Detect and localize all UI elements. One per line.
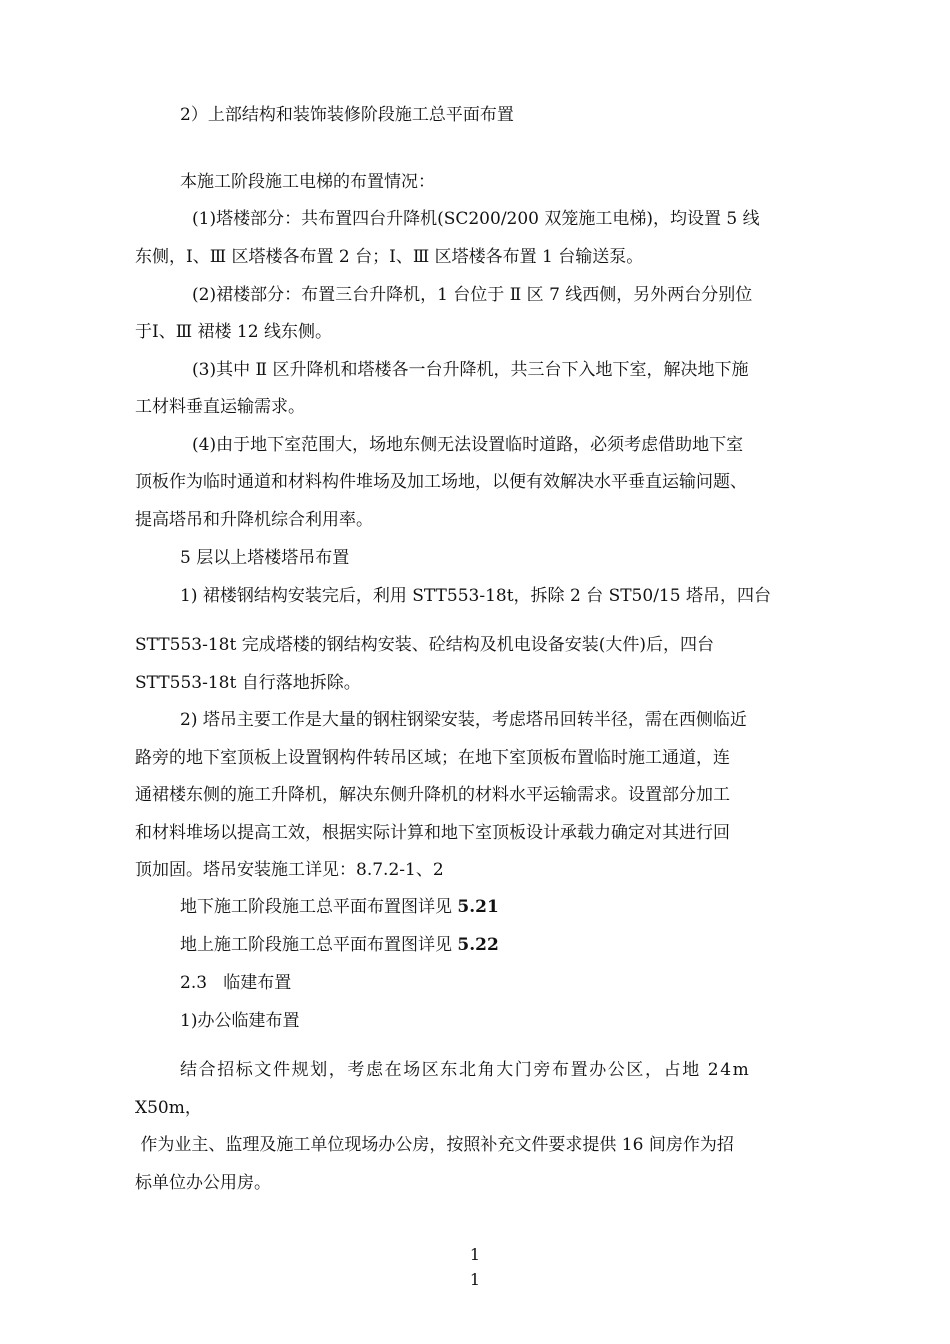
paragraph-line: 顶板作为临时通道和材料构件堆场及加工场地，以便有效解决水平垂直运输问题、 bbox=[135, 472, 747, 492]
heading-upper-structure: 2）上部结构和装饰装修阶段施工总平面布置 bbox=[180, 105, 514, 125]
paragraph-line: 东侧，Ⅰ、Ⅲ 区塔楼各布置 2 台；Ⅰ、Ⅲ 区塔楼各布置 1 台输送泵。 bbox=[135, 247, 644, 267]
paragraph-line: (3)其中 Ⅱ 区升降机和塔楼各一台升降机，共三台下入地下室，解决地下施 bbox=[192, 360, 749, 380]
paragraph-line: (2)裙楼部分：布置三台升降机，1 台位于 Ⅱ 区 7 线西侧，另外两台分别位 bbox=[192, 285, 753, 305]
paragraph-line: X50m， bbox=[135, 1098, 202, 1118]
paragraph-line: 路旁的地下室顶板上设置钢构件转吊区域；在地下室顶板布置临时施工通道，连 bbox=[135, 748, 730, 768]
heading-temporary-buildings: 2.3 临建布置 bbox=[180, 973, 292, 993]
reference-figure-number: 5.22 bbox=[457, 935, 499, 955]
page-number: 1 bbox=[469, 1245, 481, 1264]
paragraph-line: 工材料垂直运输需求。 bbox=[135, 397, 305, 417]
paragraph-line: STT553-18t 完成塔楼的钢结构安装、砼结构及机电设备安装(大件)后，四台 bbox=[135, 635, 714, 655]
heading-office-buildings: 1)办公临建布置 bbox=[180, 1011, 300, 1031]
paragraph-line: 和材料堆场以提高工效，根据实际计算和地下室顶板设计承载力确定对其进行回 bbox=[135, 823, 730, 843]
paragraph-line: 1) 裙楼钢结构安装完后，利用 STT553-18t，拆除 2 台 ST50/15 塔吊，四台 bbox=[180, 586, 771, 606]
reference-underground-plan bbox=[180, 894, 820, 920]
reference-aboveground-plan bbox=[180, 932, 820, 958]
reference-text: 地上施工阶段施工总平面布置图详见 bbox=[180, 935, 458, 955]
paragraph-line: (4)由于地下室范围大，场地东侧无法设置临时道路，必须考虑借助地下室 bbox=[192, 435, 744, 455]
paragraph-line: 于Ⅰ、Ⅲ 裙楼 12 线东侧。 bbox=[135, 322, 332, 342]
paragraph-line: 结合招标文件规划，考虑在场区东北角大门旁布置办公区，占地 24m bbox=[180, 1060, 751, 1080]
paragraph-line: 作为业主、监理及施工单位现场办公房，按照补充文件要求提供 16 间房作为招 bbox=[135, 1135, 734, 1155]
paragraph-line: 提高塔吊和升降机综合利用率。 bbox=[135, 510, 373, 530]
reference-text: 地下施工阶段施工总平面布置图详见 bbox=[180, 897, 458, 917]
paragraph-intro: 本施工阶段施工电梯的布置情况： bbox=[180, 172, 435, 192]
paragraph-line: 2) 塔吊主要工作是大量的钢柱钢梁安装，考虑塔吊回转半径，需在西侧临近 bbox=[180, 710, 747, 730]
heading-tower-crane: 5 层以上塔楼塔吊布置 bbox=[180, 548, 350, 568]
paragraph-line: STT553-18t 自行落地拆除。 bbox=[135, 673, 361, 693]
page-number: 1 bbox=[469, 1270, 481, 1289]
reference-figure-number: 5.21 bbox=[457, 897, 499, 917]
paragraph-line: (1)塔楼部分：共布置四台升降机(SC200/200 双笼施工电梯)，均设置 5 线 bbox=[192, 209, 760, 229]
paragraph-line: 顶加固。塔吊安装施工详见：8.7.2-1、2 bbox=[135, 860, 444, 880]
paragraph-line: 通裙楼东侧的施工升降机，解决东侧升降机的材料水平运输需求。设置部分加工 bbox=[135, 785, 730, 805]
paragraph-line: 标单位办公用房。 bbox=[135, 1173, 271, 1193]
